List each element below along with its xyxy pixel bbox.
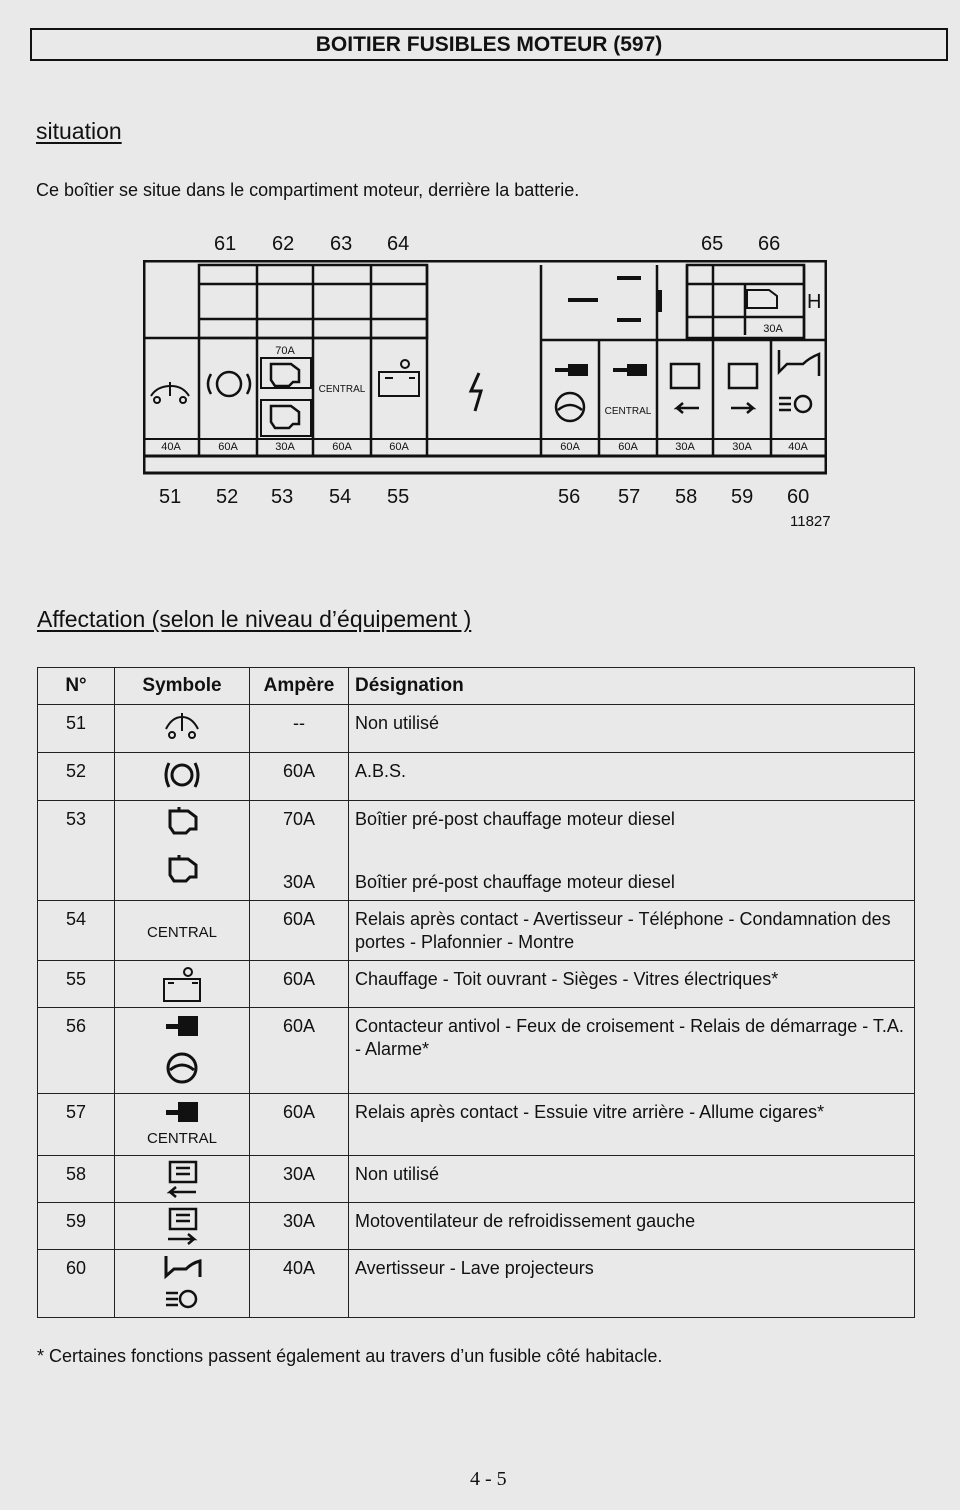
battery-icon [379,360,419,396]
fuse-designation: Contacteur antivol - Feux de croisement - Relais de démarrage - T.A. - Alarme* [355,1016,904,1059]
header-symbol: Symbole [115,668,250,705]
central-label: CENTRAL [604,406,652,417]
fuse-no: 59 [66,1211,87,1231]
abs-icon [208,372,250,396]
horn-icon [779,350,819,412]
lightning-icon [471,373,481,411]
fuse-no: 56 [66,1016,87,1036]
fuse-designation: Relais après contact - Avertisseur - Téléphone - Condamnation des portes - Plafonnier - Montre [355,909,891,952]
table-row [38,801,915,901]
key-icon [555,364,647,376]
fuse-ampere: 30A [282,1211,316,1231]
fuse-rating: 60A [618,441,638,453]
fuse-designation: Chauffage - Toit ouvrant - Sièges - Vitres électriques* [355,969,779,989]
fuse-number: 59 [731,486,754,508]
fuse-rating: 30A [275,441,295,453]
fuse-number: 53 [271,486,294,508]
table-row [38,961,915,1008]
fuse-ampere: 60A [282,761,316,781]
fuse-ampere: 60A [282,909,316,929]
battery-icon [160,965,204,1003]
fuse-designation: Motoventilateur de refroidissement gauche [355,1211,696,1231]
fuse-number: 51 [159,486,182,508]
fuse-rating: 70A [275,345,295,357]
fuse-no: 58 [66,1164,87,1184]
fuse-ampere: 30A [282,872,316,892]
fan-right-icon [160,1207,204,1245]
fan-left-icon [160,1160,204,1198]
fuse-no: 55 [66,969,87,989]
fuse-no: 52 [66,761,87,781]
fuse-number: 61 [214,233,237,255]
footnote: * Certaines fonctions passent également au travers d’un fusible côté habitacle. [37,1346,663,1366]
fuse-number: 55 [387,486,410,508]
steering-wheel-icon [162,1050,202,1086]
fuse-number: 62 [272,233,295,255]
section-heading-affectation: Affectation (selon le niveau d’équipement ) [37,606,472,632]
central-label: CENTRAL [146,924,217,941]
situation-text: Ce boîtier se situe dans le compartiment moteur, derrière la batterie. [36,180,580,200]
page-title: BOITIER FUSIBLES MOTEUR (597) [30,28,948,61]
horn-icon [160,1254,204,1280]
engine-icon [162,853,202,885]
fuse-assignment-table [37,667,915,1318]
fuse-ampere: 60A [282,1016,316,1036]
fuse-no: 51 [66,713,87,733]
fuse-designation: Avertisseur - Lave projecteurs [355,1258,594,1278]
fuse-number: 57 [618,486,641,508]
fuse-ampere: 30A [282,1164,316,1184]
table-row [38,1250,915,1318]
header-ampere: Ampère [250,668,349,705]
fuse-number: 56 [558,486,581,508]
relay-switch-icon [568,278,660,320]
fuse-rating: 40A [161,441,181,453]
fuse-rating: 40A [788,441,808,453]
fuse-number: 58 [675,486,698,508]
key-icon [162,1098,202,1126]
table-row [38,1203,915,1250]
section-heading-situation: situation [36,118,122,144]
fuse-designation: Relais après contact - Essuie vitre arrière - Allume cigares* [355,1102,825,1122]
abs-icon [162,757,202,793]
fuse-no: 57 [66,1102,87,1122]
fuse-number: 64 [387,233,410,255]
header-no: N° [38,668,115,705]
key-icon [162,1012,202,1040]
fuse-rating: 30A [763,323,783,335]
fuse-box-diagram [143,260,827,475]
page-number: 4 - 5 [470,1468,507,1490]
table-row [38,901,915,961]
fuse-ampere: 60A [282,1102,316,1122]
headlamp-washer-icon [160,1286,204,1312]
header-designation: Désignation [349,668,915,705]
fuse-rating: 60A [560,441,580,453]
fuse-rating: 30A [675,441,695,453]
fuse-ampere: 40A [282,1258,316,1278]
fuse-designation: Boîtier pré-post chauffage moteur diesel [355,872,675,892]
fuse-ampere: 70A [282,809,316,829]
car-lift-icon [162,709,202,743]
fuse-no: 54 [66,909,87,929]
fuse-number: 66 [758,233,781,255]
table-row [38,1008,915,1094]
fuse-rating: 60A [218,441,238,453]
table-row [38,1156,915,1203]
fuse-number: 65 [701,233,724,255]
fuse-number: 63 [330,233,353,255]
central-label: CENTRAL [146,1130,217,1147]
fuse-number: 52 [216,486,239,508]
fuse-no: 60 [66,1258,87,1278]
fuse-rating: 60A [332,441,352,453]
fuse-ampere: -- [293,713,305,733]
table-header-row [38,668,915,705]
fuse-ampere: 60A [282,969,316,989]
engine-icon [271,364,299,428]
fuse-label-h: H [807,291,822,313]
table-row [38,705,915,753]
engine-temp-icon [747,290,777,308]
fuse-number: 60 [787,486,810,508]
table-row [38,753,915,801]
table-row [38,1094,915,1156]
engine-icon [162,805,202,837]
fuse-designation: Non utilisé [355,713,440,733]
central-label: CENTRAL [318,384,366,395]
fuse-designation: Boîtier pré-post chauffage moteur diesel [355,809,675,829]
car-lift-icon [151,382,189,403]
fuse-no: 53 [66,809,87,829]
fuse-designation: A.B.S. [355,761,407,781]
fuse-rating: 30A [732,441,752,453]
fuse-number: 54 [329,486,352,508]
fuse-rating: 60A [389,441,409,453]
steering-wheel-icon [556,393,584,421]
fuse-designation: Non utilisé [355,1164,440,1184]
diagram-reference-code: 11827 [790,513,831,530]
